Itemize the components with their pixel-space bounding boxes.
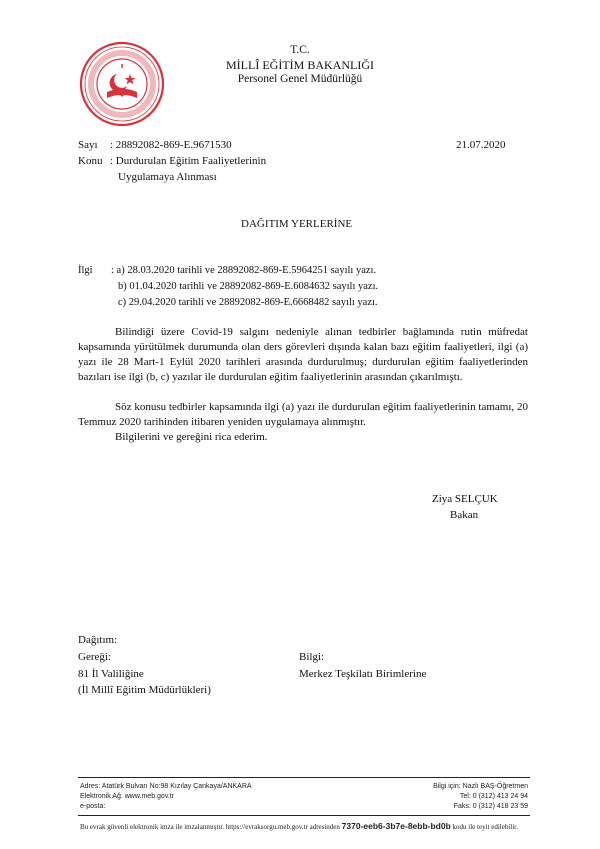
footer-web: Elektronik Ağ: www.meb.gov.tr — [80, 793, 175, 800]
body-paragraph-1: Bilindiği üzere Covid-19 salgını nedeniyle alınan tedbirler bağlamında rutin müfredat kapsamında yürütülmek durumunda olan ders görevleri dışında kalan bazı eğitim faaliyetleri, ilgi (a) yazı ile 28 Mart-1 Eylül 2020 tarihleri arasında durdurulmuş; durdurulan eğitim faaliyetlerinden bazıları ise ilgi (b, c) yazılar ile durdurulan eğitim faaliyetlerinin arasından çıkarılmıştı. — [78, 326, 528, 383]
header-department: Personel Genel Müdürlüğü — [237, 73, 363, 85]
recipient-heading: DAĞITIM YERLERİNE — [241, 218, 353, 230]
ilgi-item-a: : a) 28.03.2020 tarihli ve 28892082-869-E.5964251 sayılı yazı. — [111, 265, 377, 276]
footer-divider-bottom — [78, 815, 530, 816]
footer-tel: Tel: 0 (312) 413 24 94 — [459, 793, 528, 800]
verification-suffix: kodu ile teyit edilebilir. — [452, 823, 518, 831]
geregi-line-2: (İl Millî Eğitim Müdürlükleri) — [78, 684, 211, 696]
verification-prefix: Bu evrak güvenli elektronik imza ile imzalanmıştır. https://evraksorgu.meb.gov.tr adresinden — [80, 823, 340, 831]
konu-label: Konu — [78, 155, 103, 167]
document-date: 21.07.2020 — [456, 139, 506, 151]
ilgi-item-b: b) 01.04.2020 tarihli ve 28892082-869-E.6084632 sayılı yazı. — [118, 281, 379, 292]
konu-line-1: : Durdurulan Eğitim Faaliyetlerinin — [110, 155, 267, 167]
signatory-name: Ziya SELÇUK — [432, 493, 498, 505]
footer-fax: Faks: 0 (312) 418 23 59 — [453, 803, 528, 810]
footer-divider-top — [78, 777, 530, 778]
bilgi-label: Bilgi: — [299, 651, 325, 663]
footer-email: e-posta: — [80, 803, 106, 810]
body-paragraph-2: Söz konusu tedbirler kapsamında ilgi (a) yazı ile durdurulan eğitim faaliyetlerinin tamamı, 20 Temmuz 2020 tarihinden itibaren yeniden uygulamaya alınmıştır. — [78, 401, 528, 428]
geregi-line-1: 81 İl Valiliğine — [78, 668, 144, 680]
sayi-value: : 28892082-869-E.9671530 — [110, 139, 232, 151]
ministry-seal-logo — [78, 40, 166, 128]
bilgi-line-1: Merkez Teşkilatı Birimlerine — [299, 668, 427, 680]
ilgi-label: İlgi — [78, 265, 93, 276]
header-ministry: MİLLÎ EĞİTİM BAKANLIĞI — [226, 58, 374, 72]
distribution-label: Dağıtım: — [78, 634, 118, 646]
footer-contact: Bilgi için: Nazlı BAŞ-Öğretmen — [433, 783, 528, 790]
ilgi-item-c: c) 29.04.2020 tarihli ve 28892082-869-E.6668482 sayılı yazı. — [118, 297, 378, 308]
sayi-label: Sayı — [78, 139, 98, 151]
verification-code: 7370-eeb6-3b7e-8ebb-bd0b — [341, 821, 451, 831]
geregi-label: Gereği: — [78, 651, 111, 663]
verification-note — [80, 821, 518, 831]
signatory-title: Bakan — [450, 509, 479, 521]
konu-line-2: Uygulamaya Alınması — [118, 171, 217, 183]
header-tc: T.C. — [290, 44, 310, 56]
body-paragraph-3: Bilgilerini ve gereğini rica ederim. — [115, 431, 268, 443]
footer-address: Adres: Atatürk Bulvarı No:98 Kızılay Çankaya/ANKARA — [80, 783, 252, 790]
